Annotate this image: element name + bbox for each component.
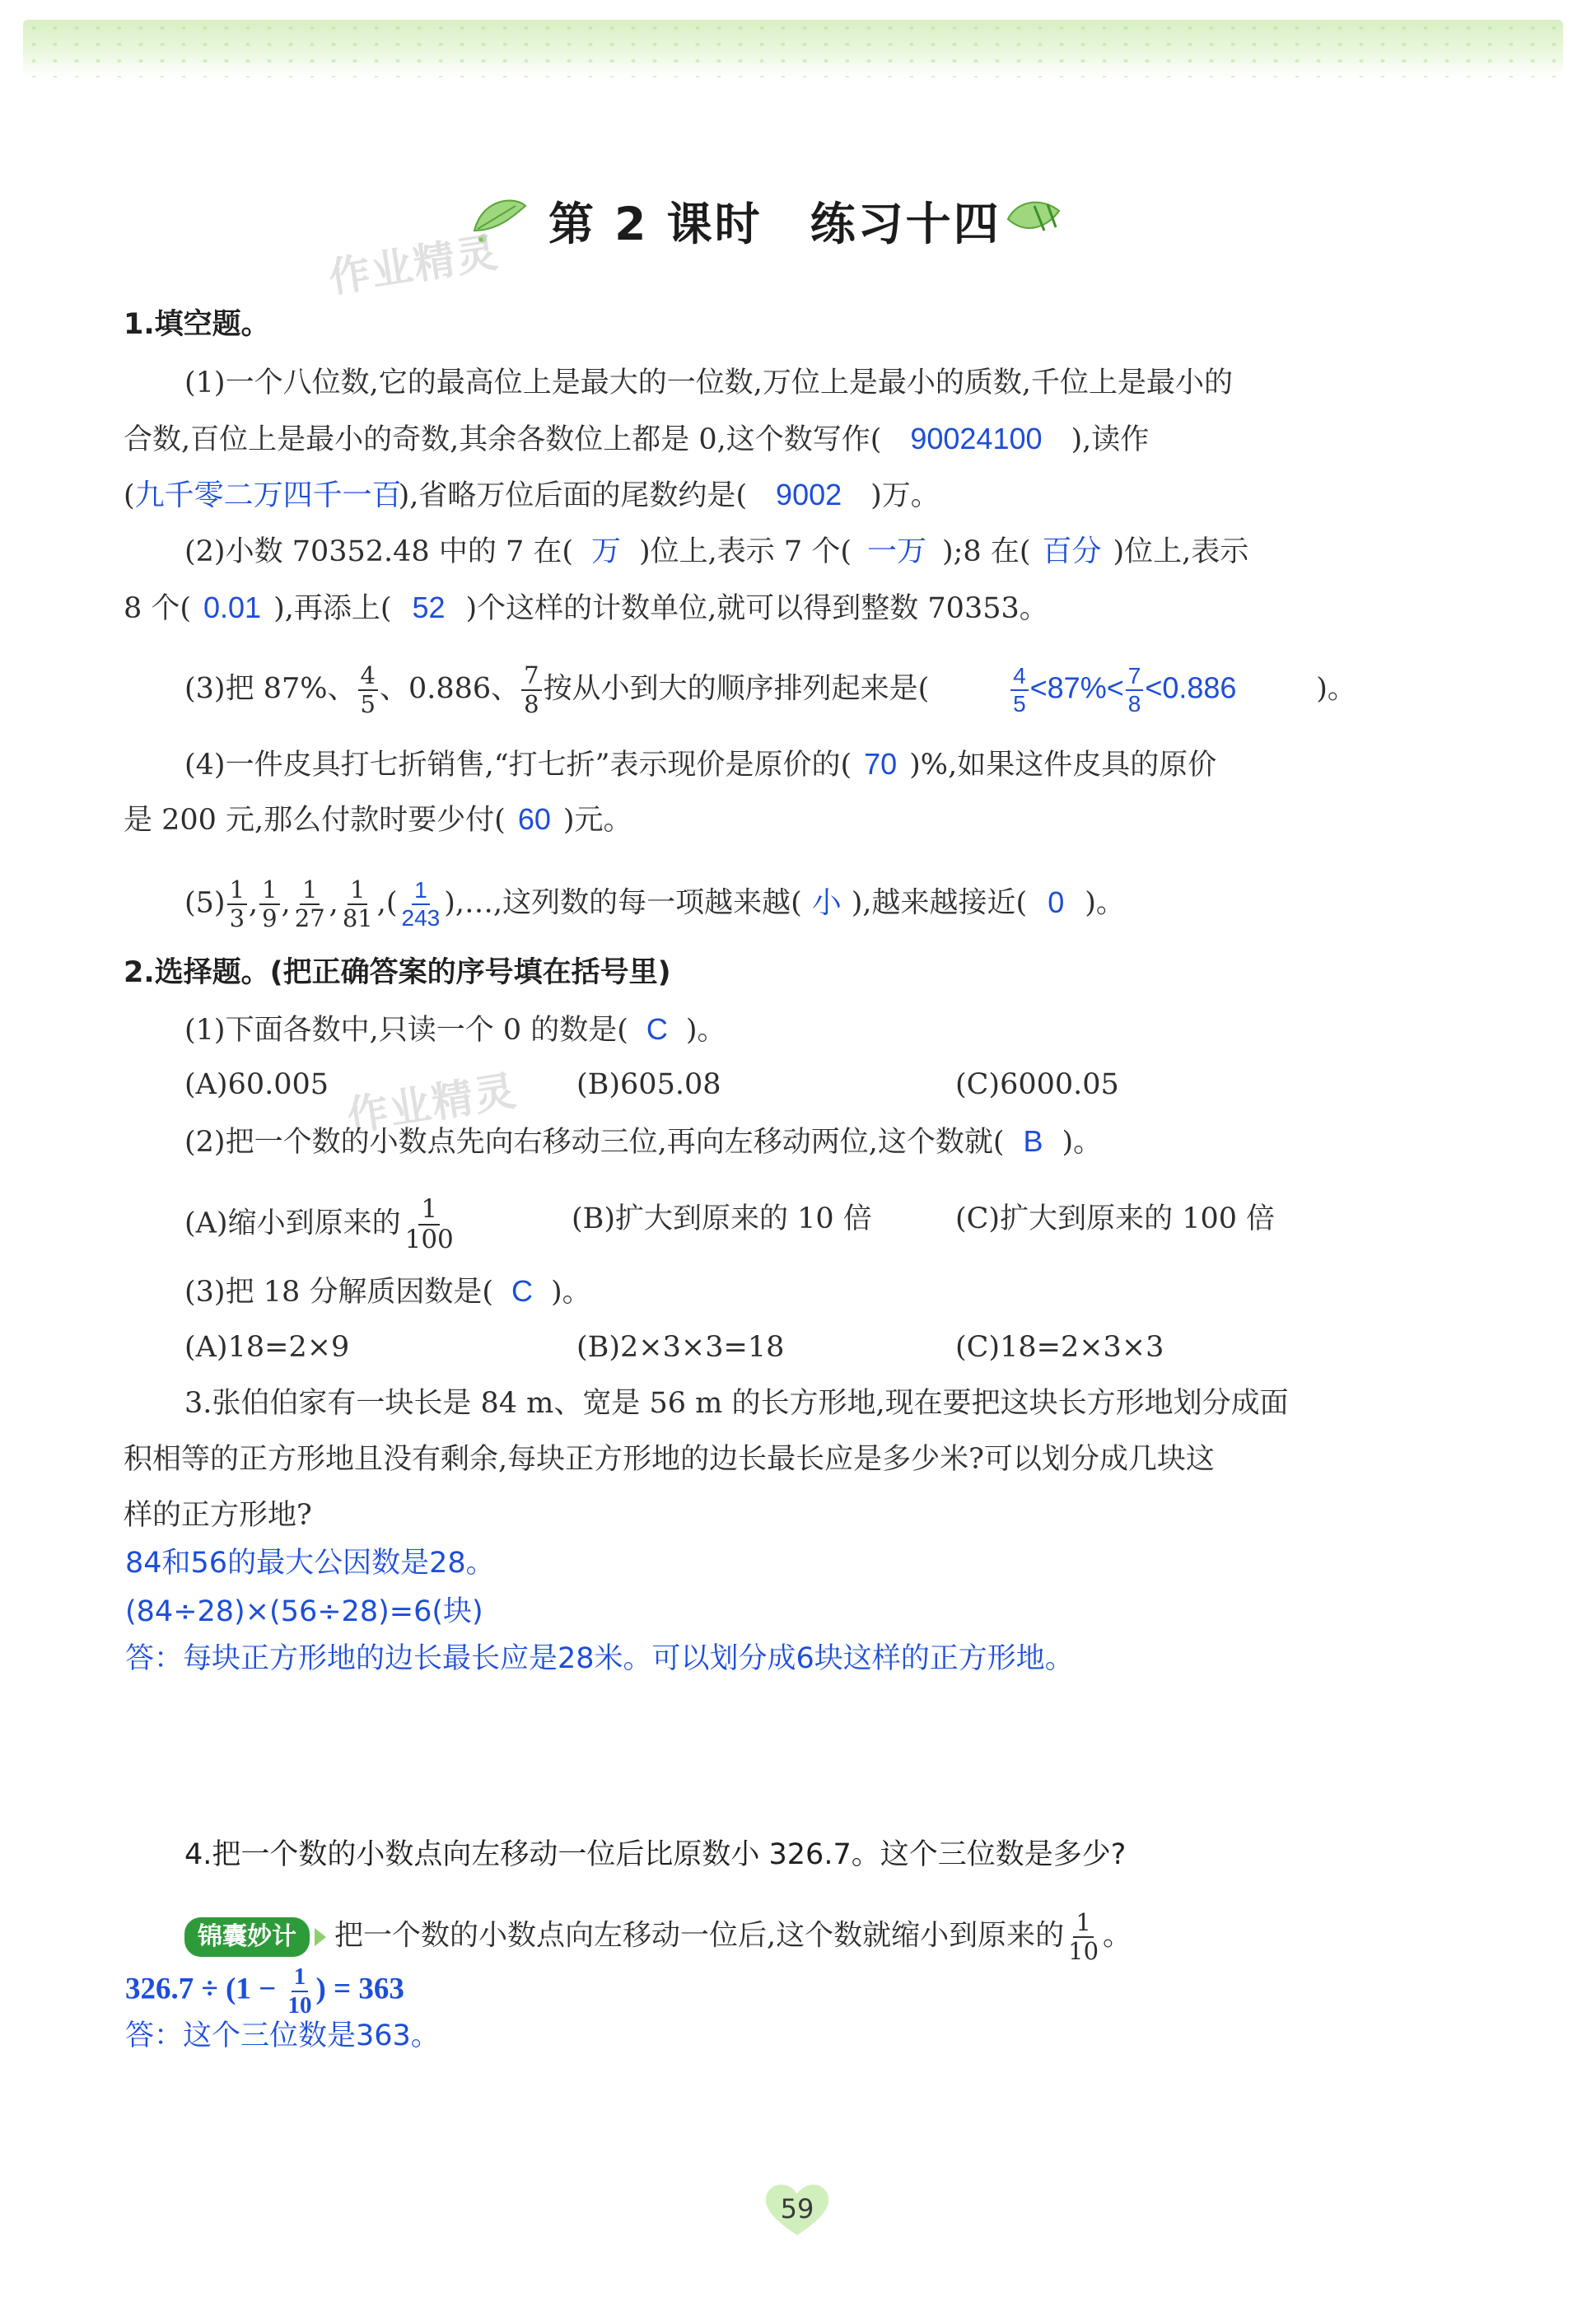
sequence-separator: , [249,886,259,920]
q2-s3-option-b: (B)2×3×3=18 [576,1331,785,1364]
q1-p1-line2: 合数,百位上是最小的奇数,其余各数位上都是 0,这个数写作( 90024100 ),读作 [124,422,1150,456]
page-number: 59 [756,2179,838,2239]
q2-s2-option-b: (B)扩大到原来的 10 倍 [572,1202,872,1235]
question-3-line3: 样的正方形地? [124,1499,312,1532]
q1-p5-line: (5) $\frac{1}{3}$ , $\frac{1}{9}$ , $\frac{1}{27}$ , $\frac{1}{81}$ ,( $\frac{1}{243}$ ),…,这列数的每一项越来越( 小 ),越来越接近( 0 )。 [184,875,1125,932]
answer-blank: B [1023,1124,1043,1158]
q2-s1-option-c: (C)6000.05 [955,1068,1119,1101]
lesson-header [0,183,1596,257]
sequence-fraction: $\frac{1}{3}$ [227,878,247,931]
q2-s3-stem: (3)把 18 分解质因数是( C )。 [184,1274,591,1309]
answer-blank: 9002 [776,478,842,511]
answer-blank: 一万 [866,534,926,567]
q4-answer: 答：这个三位数是363。 [125,2019,440,2052]
q3-answer: 答：每块正方形地的边长最长应是28米。可以划分成6块这样的正方形地。 [125,1642,1074,1675]
answer-blank: 0 [1048,885,1065,919]
answer-blank: 小 [811,885,842,919]
q2-s3-option-a: (A)18=2×9 [184,1331,350,1364]
answer-blank: 60 [517,802,551,836]
leaf-right-icon [1001,194,1071,244]
q1-p1-line3: (九千零二万四千一百),省略万位后面的尾数约是( 9002 )万。 [124,478,940,512]
q1-p2-line2: 8 个( 0.01 ),再添上( 52 )个这样的计数单位,就可以得到整数 70353。 [124,591,1048,625]
answer-blank: 万 [591,534,622,567]
tip-arrow-icon [315,1928,326,1946]
q2-s1-option-b: (B)605.08 [576,1068,721,1101]
answer-blank: $\frac{1}{243}$ [401,877,441,931]
q1-p2-line1: (2)小数 70352.48 中的 7 在( 万 )位上,表示 7 个( 一万 );8 在( 百分 )位上,表示 [184,534,1249,568]
answer-blank: 90024100 [910,422,1043,455]
answer-blank: 九千零二万四千一百 [134,478,402,511]
answer-blank: C [646,1012,668,1046]
q2-s1-stem: (1)下面各数中,只读一个 0 的数是( C )。 [184,1012,726,1047]
sequence-fraction: $\frac{1}{27}$ [294,875,325,932]
question-3-line1: 3.张伯伯家有一块长是 84 m、宽是 56 m 的长方形地,现在要把这块长方形地划分成面 [184,1387,1289,1420]
answer-blank: $\frac{4}{5}$ <87%< $\frac{7}{8}$ <0.886 [929,665,1316,716]
q2-s3-option-c: (C)18=2×3×3 [955,1331,1164,1364]
q1-p1-line1: (1)一个八位数,它的最高位上是最大的一位数,万位上是最小的质数,千位上是最小的 [184,366,1233,399]
q1-p4-line2: 是 200 元,那么付款时要少付( 60 )元。 [124,802,632,837]
answer-blank: 0.01 [203,591,262,624]
sequence-separator: , [281,886,291,920]
question-1-heading: 1.填空题。 [124,308,270,341]
q2-s2-stem: (2)把一个数的小数点先向右移动三位,再向左移动两位,这个数就( B )。 [184,1124,1103,1159]
q3-solution-line2: (84÷28)×(56÷28)=6(块) [125,1595,483,1628]
question-4-stem: 4.把一个数的小数点向左移动一位后比原数小 326.7。这个三位数是多少? [184,1838,1127,1871]
q2-s2-option-c: (C)扩大到原来的 100 倍 [955,1202,1276,1235]
answer-blank: 70 [864,747,898,781]
header-band [23,20,1563,77]
answer-blank: C [511,1274,534,1308]
q4-solution-equation: 326.7 ÷ (1 − $\frac{1}{10}$ ) = 363 [125,1963,404,2019]
sequence-fraction: $\frac{1}{9}$ [259,878,279,931]
tip-badge: 锦囊妙计 [184,1917,310,1957]
q1-p3-line: (3)把 87%、 $\frac{4}{5}$ 、0.886、 $\frac{7}{8}$ 按从小到大的顺序排列起来是( $\frac{4}{5}$ <87%< $\frac{7}{8}$ <0.886 )。 [184,661,1356,718]
q4-tip: 锦囊妙计 把一个数的小数点向左移动一位后,这个数就缩小到原来的 $\frac{1}{10}$ 。 [184,1911,1132,1963]
question-3-line2: 积相等的正方形地且没有剩余,每块正方形地的边长最长应是多少米?可以划分成几块这 [124,1443,1215,1476]
lesson-title: 第 2 课时 练习十四 [548,198,1001,250]
watermark: 作业精灵 [325,228,502,302]
q3-solution-line1: 84和56的最大公因数是28。 [125,1547,495,1580]
watermark: 作业精灵 [343,1067,520,1141]
sequence-separator: , [329,886,338,920]
question-2-heading: 2.选择题。(把正确答案的序号填在括号里) [124,956,671,989]
q2-s2-option-a: (A)缩小到原来的 $\frac{1}{100}$ [184,1194,454,1254]
q1-p4-line1: (4)一件皮具打七折销售,“打七折”表示现价是原价的( 70 )%,如果这件皮具的原价 [184,747,1217,782]
answer-blank: 百分 [1042,534,1102,567]
answer-blank: 52 [412,591,446,624]
sequence-fraction: $\frac{1}{81}$ [342,875,373,932]
q2-s1-option-a: (A)60.005 [184,1068,329,1101]
